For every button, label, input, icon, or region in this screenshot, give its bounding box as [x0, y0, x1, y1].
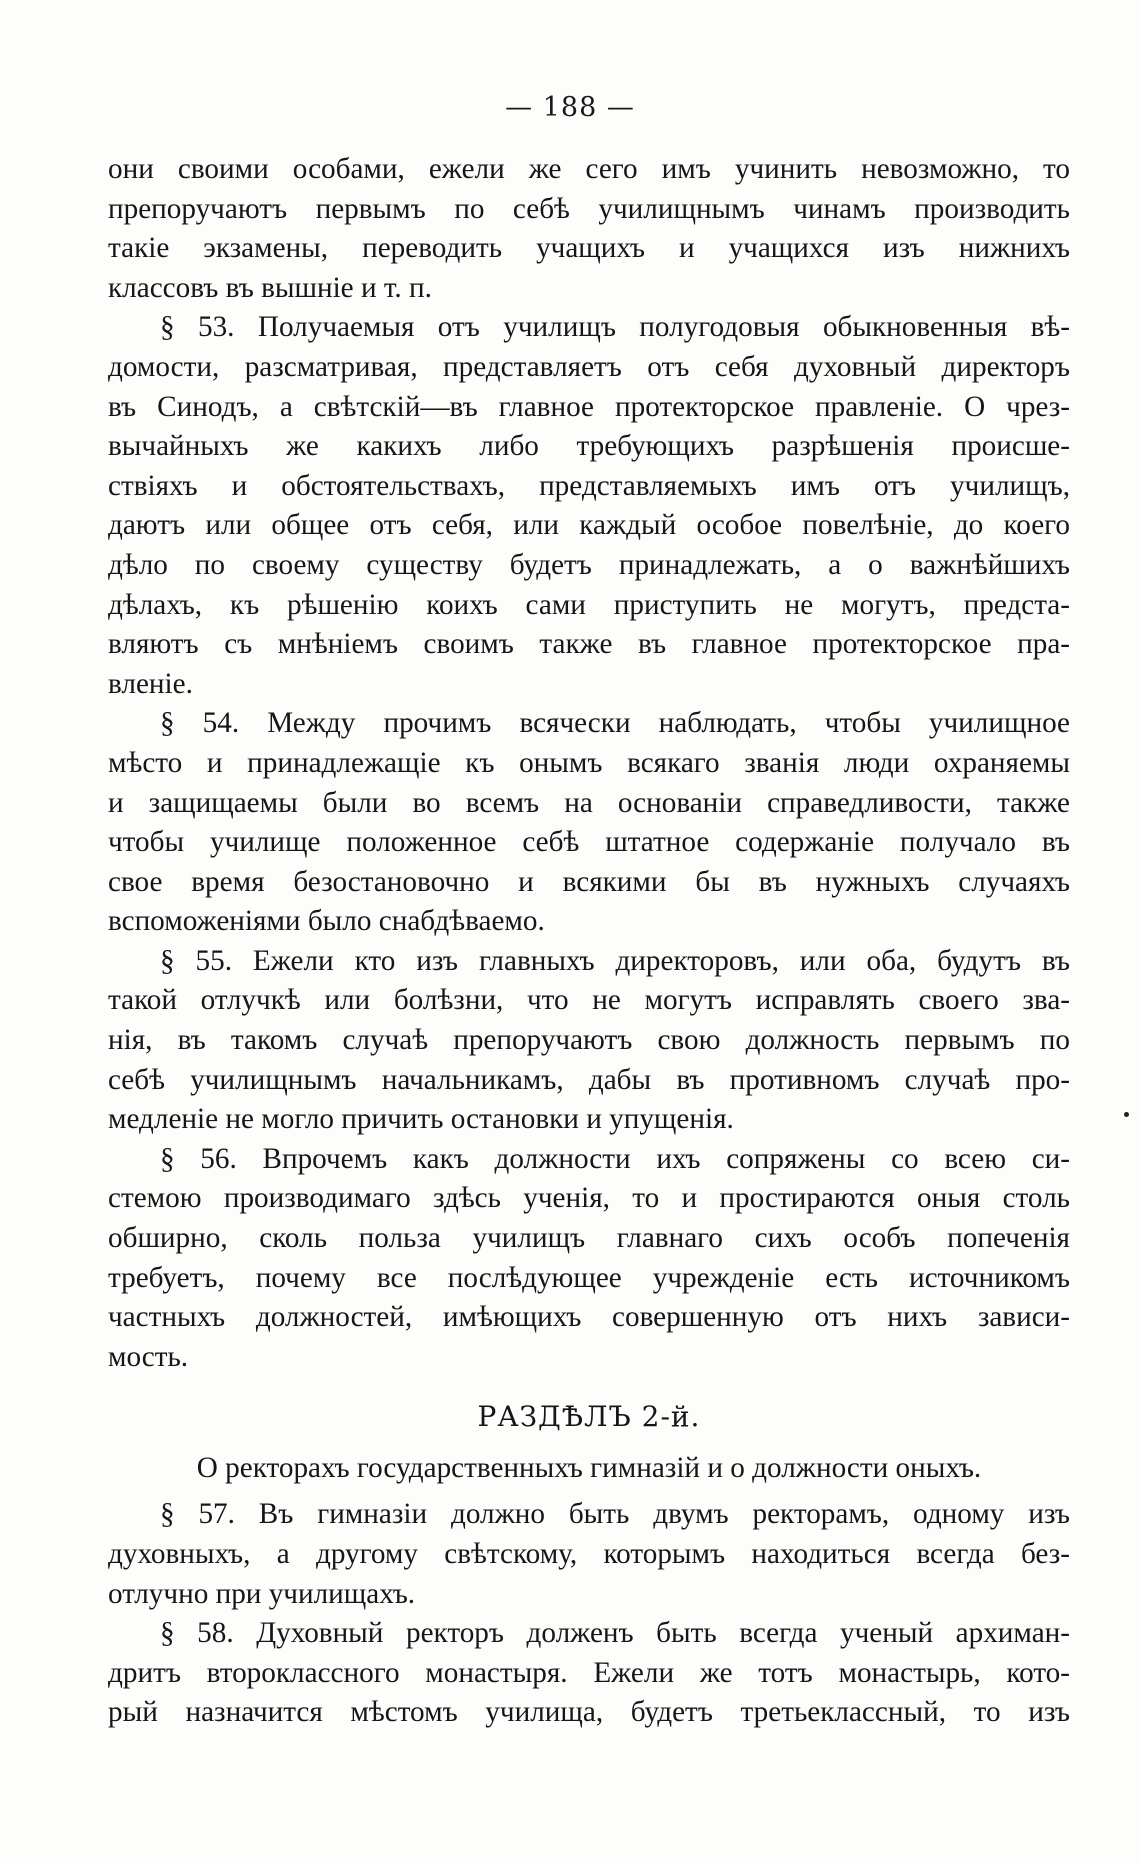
text-line: § 53. Получаемыя отъ училищъ полугодовыя обыкновенныя вѣ- — [160, 311, 1070, 344]
text-line: дритъ второклассного монастыря. Ежели же тотъ монастырь, кото- — [108, 1656, 1070, 1689]
text-line: мость. — [108, 1340, 189, 1373]
text-line: медленіе не могло причить остановки и упущенія. — [108, 1103, 734, 1136]
text-line: § 54. Между прочимъ всячески наблюдать, чтобы училищное — [160, 707, 1070, 740]
text-line: дѣло по своему существу будетъ принадлежать, а о важнѣйшихъ — [108, 548, 1070, 581]
text-line: и защищаемы были во всемъ на основаніи справедливости, также — [108, 786, 1070, 819]
text-line: § 58. Духовный ректоръ долженъ быть всегда ученый архиман- — [160, 1617, 1070, 1650]
text-line: мѣсто и принадлежащіе къ онымъ всякаго званія люди охраняемы — [108, 746, 1070, 779]
text-line: вспоможеніями было снабдѣваемо. — [108, 905, 545, 938]
text-line: частныхъ должностей, имѣющихъ совершенную отъ нихъ зависи- — [108, 1301, 1070, 1334]
text-line: духовныхъ, а другому свѣтскому, которымъ находиться всегда без- — [108, 1538, 1070, 1570]
text-line: § 56. Впрочемъ какъ должности ихъ сопряжены со всею си- — [160, 1142, 1070, 1175]
section-heading: РАЗДѢЛЪ 2-й. — [477, 1400, 701, 1434]
paragraph-57 — [108, 1495, 1070, 1614]
text-line: вычайныхъ же какихъ либо требующихъ разрѣшенія происше- — [108, 430, 1070, 463]
text-line: § 57. Въ гимназіи должно быть двумъ ректорамъ, одному изъ — [160, 1498, 1070, 1531]
text-line: обширно, сколь польза училищъ главнаго сихъ особъ попеченія — [108, 1222, 1070, 1255]
text-line: § 55. Ежели кто изъ главныхъ директоровъ, или оба, будутъ въ — [160, 944, 1070, 977]
text-line: такой отлучкѣ или болѣзни, что не могутъ исправлять своего зва- — [108, 984, 1070, 1017]
text-line: препоручаютъ первымъ по себѣ училищнымъ чинамъ производить — [108, 192, 1070, 225]
text-line: нія, въ такомъ случаѣ препоручаютъ свою должность первымъ по — [108, 1024, 1070, 1057]
text-line: ствіяхъ и обстоятельствахъ, представляемыхъ имъ отъ училищъ, — [108, 469, 1070, 502]
text-line: домости, разсматривая, представляетъ отъ себя духовный директоръ — [108, 350, 1070, 383]
paragraph-53 — [108, 308, 1070, 704]
paragraph-54 — [108, 704, 1070, 942]
text-line: вленіе. — [108, 667, 193, 700]
text-line: дѣлахъ, къ рѣшенію коихъ сами приступить не могутъ, предста- — [108, 588, 1070, 621]
intro-paragraph — [108, 150, 1070, 308]
text-line: себѣ училищнымъ начальникамъ, дабы въ противномъ случаѣ про- — [108, 1063, 1070, 1096]
text-line: отлучно при училищахъ. — [108, 1577, 416, 1610]
body-text — [108, 150, 1070, 1733]
section-subtitle: О ректорахъ государственныхъ гимназій и о должности оныхъ. — [196, 1452, 982, 1485]
paragraph-56 — [108, 1140, 1070, 1378]
page-number: — 188 — — [505, 92, 635, 123]
text-line: свое время безостановочно и всякими бы въ нужныхъ случаяхъ — [108, 865, 1070, 898]
text-line: въ Синодъ, а свѣтскій—въ главное протекторское правленіе. О чрез- — [108, 390, 1070, 423]
text-line: такіе экзамены, переводить учащихъ и учащихся изъ нижнихъ — [108, 232, 1070, 265]
text-line: рый назначится мѣстомъ училища, будетъ третьеклассный, то изъ — [108, 1696, 1070, 1729]
text-line: чтобы училище положенное себѣ штатное содержаніе получало въ — [108, 826, 1070, 859]
text-line: они своими особами, ежели же сего имъ учинить невозможно, то — [108, 153, 1070, 185]
text-line: классовъ въ вышніе и т. п. — [108, 271, 432, 304]
text-line: стемою производимаго здѣсь ученія, то и простираются оныя столь — [108, 1182, 1070, 1215]
paragraph-58 — [108, 1614, 1070, 1733]
paragraph-55 — [108, 942, 1070, 1140]
text-line: требуетъ, почему все послѣдующее учрежденіе есть источникомъ — [108, 1261, 1070, 1294]
text-line: даютъ или общее отъ себя, или каждый особое повелѣніе, до коего — [108, 509, 1070, 542]
text-line: вляютъ съ мнѣніемъ своимъ также въ главное протекторское пра- — [108, 628, 1070, 661]
ink-speck — [1124, 1112, 1129, 1117]
